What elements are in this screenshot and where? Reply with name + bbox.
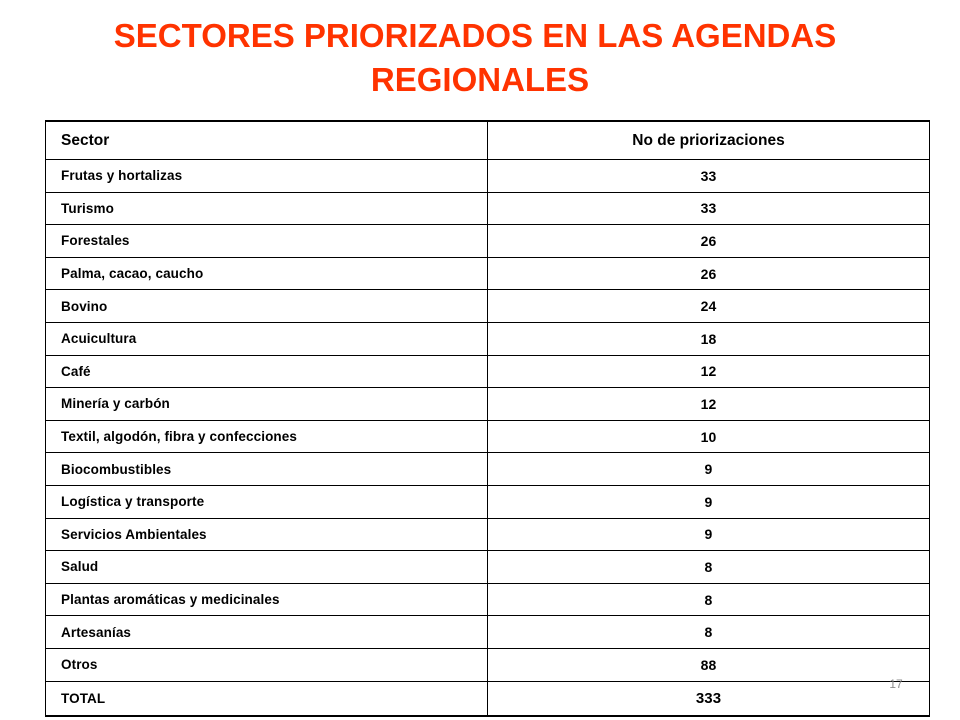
count-cell: 8 bbox=[488, 616, 930, 649]
count-cell: 8 bbox=[488, 583, 930, 616]
table-row bbox=[46, 322, 930, 355]
table-row bbox=[46, 616, 930, 649]
sector-cell: Bovino bbox=[46, 290, 488, 323]
total-count: 333 bbox=[488, 681, 930, 716]
count-cell: 9 bbox=[488, 485, 930, 518]
sector-cell: Café bbox=[46, 355, 488, 388]
table-header-row bbox=[46, 121, 930, 160]
count-cell: 10 bbox=[488, 420, 930, 453]
sector-cell: Textil, algodón, fibra y confecciones bbox=[46, 420, 488, 453]
total-label: TOTAL bbox=[46, 681, 488, 716]
header-sector: Sector bbox=[46, 121, 488, 160]
count-cell: 8 bbox=[488, 551, 930, 584]
title-line-1: SECTORES PRIORIZADOS EN LAS AGENDAS bbox=[113, 17, 837, 54]
table-row bbox=[46, 583, 930, 616]
sector-cell: Biocombustibles bbox=[46, 453, 488, 486]
sector-cell: Minería y carbón bbox=[46, 388, 488, 421]
count-cell: 24 bbox=[488, 290, 930, 323]
table-row bbox=[46, 485, 930, 518]
sector-cell: Artesanías bbox=[46, 616, 488, 649]
table-row bbox=[46, 420, 930, 453]
count-cell: 88 bbox=[488, 648, 930, 681]
table-row bbox=[46, 160, 930, 193]
table-row bbox=[46, 290, 930, 323]
table-row bbox=[46, 355, 930, 388]
sector-cell: Turismo bbox=[46, 192, 488, 225]
sector-cell: Palma, cacao, caucho bbox=[46, 257, 488, 290]
count-cell: 9 bbox=[488, 453, 930, 486]
count-cell: 33 bbox=[488, 192, 930, 225]
sector-cell: Logística y transporte bbox=[46, 485, 488, 518]
count-cell: 26 bbox=[488, 257, 930, 290]
sector-cell: Plantas aromáticas y medicinales bbox=[46, 583, 488, 616]
page-title bbox=[0, 14, 960, 102]
count-cell: 18 bbox=[488, 322, 930, 355]
title-line-2: REGIONALES bbox=[370, 61, 590, 98]
table-row bbox=[46, 453, 930, 486]
count-cell: 12 bbox=[488, 355, 930, 388]
sectors-table bbox=[45, 120, 930, 717]
count-cell: 12 bbox=[488, 388, 930, 421]
sector-cell: Servicios Ambientales bbox=[46, 518, 488, 551]
count-cell: 26 bbox=[488, 225, 930, 258]
sector-cell: Forestales bbox=[46, 225, 488, 258]
table-row bbox=[46, 388, 930, 421]
page-number: 17 bbox=[889, 677, 903, 691]
table-row bbox=[46, 551, 930, 584]
total-row bbox=[46, 681, 930, 716]
count-cell: 9 bbox=[488, 518, 930, 551]
sector-cell: Frutas y hortalizas bbox=[46, 160, 488, 193]
sector-cell: Acuicultura bbox=[46, 322, 488, 355]
table-row bbox=[46, 518, 930, 551]
header-count: No de priorizaciones bbox=[488, 121, 930, 160]
table-row bbox=[46, 257, 930, 290]
count-cell: 33 bbox=[488, 160, 930, 193]
table-row bbox=[46, 192, 930, 225]
sector-cell: Otros bbox=[46, 648, 488, 681]
table-row bbox=[46, 648, 930, 681]
table-row bbox=[46, 225, 930, 258]
sector-cell: Salud bbox=[46, 551, 488, 584]
